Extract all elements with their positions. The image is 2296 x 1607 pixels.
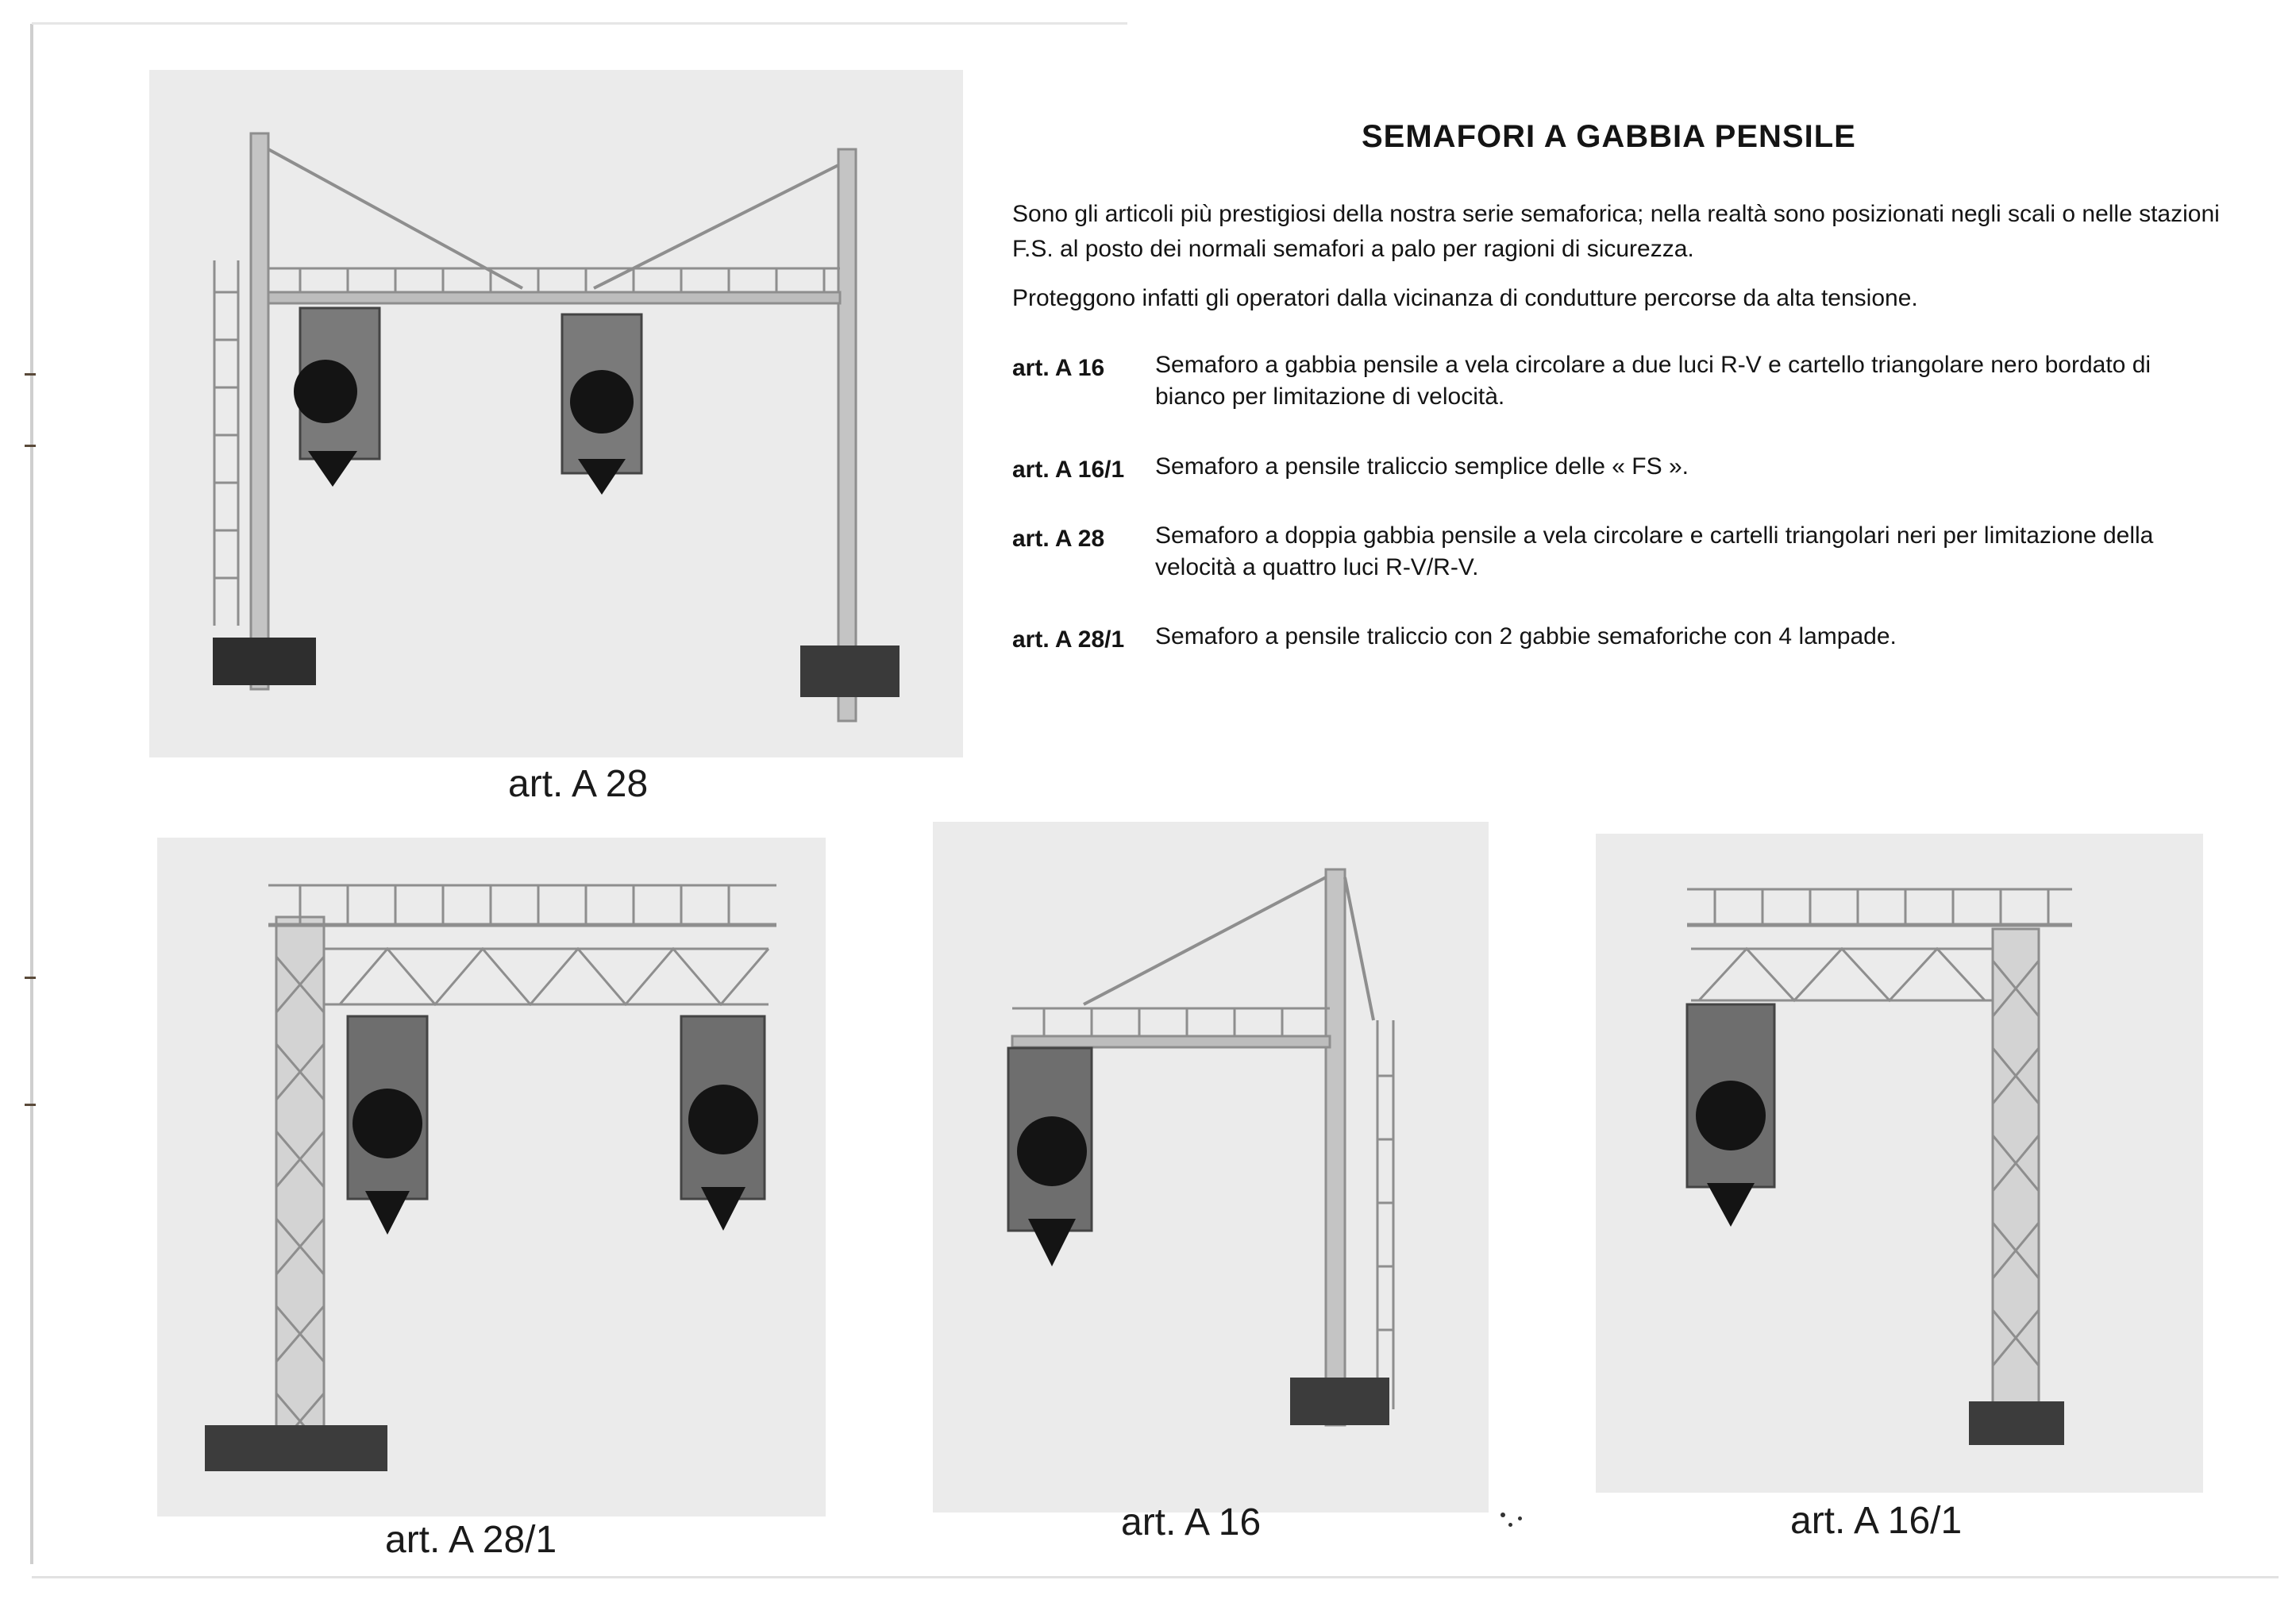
article-code: art. A 16/1 <box>1012 457 1125 483</box>
caption-a16: art. A 16 <box>1121 1501 1262 1543</box>
print-speck <box>1518 1516 1522 1520</box>
article-description: Semaforo a pensile traliccio con 2 gabbie semaforiche con 4 lampade. <box>1155 623 1897 649</box>
page-top-edge <box>32 22 1127 25</box>
gantry-signal-a28-image <box>149 70 963 757</box>
article-entry <box>1012 451 2227 483</box>
binding-stitch <box>25 977 36 979</box>
article-code: art. A 16 <box>1012 355 1105 381</box>
intro-paragraph <box>1012 197 2223 316</box>
print-speck <box>1508 1523 1512 1527</box>
photo-a16 <box>933 822 1489 1513</box>
gantry-lattice-a28-1-image <box>157 838 826 1516</box>
cantilever-signal-a16-image <box>933 822 1489 1513</box>
binding-stitch <box>25 1104 36 1106</box>
cantilever-lattice-a16-1-image <box>1596 834 2203 1493</box>
print-speck <box>1500 1513 1505 1517</box>
caption-a28-1: art. A 28/1 <box>385 1519 557 1561</box>
binding-stitch <box>25 373 36 376</box>
page-binding <box>30 24 33 1564</box>
article-description: Semaforo a doppia gabbia pensile a vela circolare e cartelli triangolari neri per limitazione della velocità a quattro luci R-V/R-V. <box>1155 522 2154 580</box>
page-bottom-edge <box>32 1576 2279 1578</box>
photo-a28-1 <box>157 838 826 1516</box>
article-code: art. A 28 <box>1012 526 1105 552</box>
caption-a28: art. A 28 <box>508 763 649 805</box>
article-entry <box>1012 520 2227 584</box>
photo-a28 <box>149 70 963 757</box>
article-description: Semaforo a pensile traliccio semplice delle « FS ». <box>1155 453 1689 480</box>
intro-line-2: Proteggono infatti gli operatori dalla vicinanza di condutture percorse da alta tensione. <box>1012 285 1918 311</box>
photo-a16-1 <box>1596 834 2203 1493</box>
article-entry <box>1012 621 2227 653</box>
binding-stitch <box>25 445 36 447</box>
page-title: SEMAFORI A GABBIA PENSILE <box>1362 119 1856 154</box>
caption-a16-1: art. A 16/1 <box>1790 1500 1963 1542</box>
intro-line-1: Sono gli articoli più prestigiosi della nostra serie semaforica; nella realtà sono posizionati negli scali o nelle stazioni F.S. al posto dei normali semafori a palo per ragioni di sicurezza. <box>1012 201 2220 262</box>
article-code: art. A 28/1 <box>1012 626 1125 653</box>
article-entry <box>1012 349 2227 413</box>
article-description: Semaforo a gabbia pensile a vela circolare a due luci R-V e cartello triangolare nero bordato di bianco per limitazione di velocità. <box>1155 352 2152 410</box>
